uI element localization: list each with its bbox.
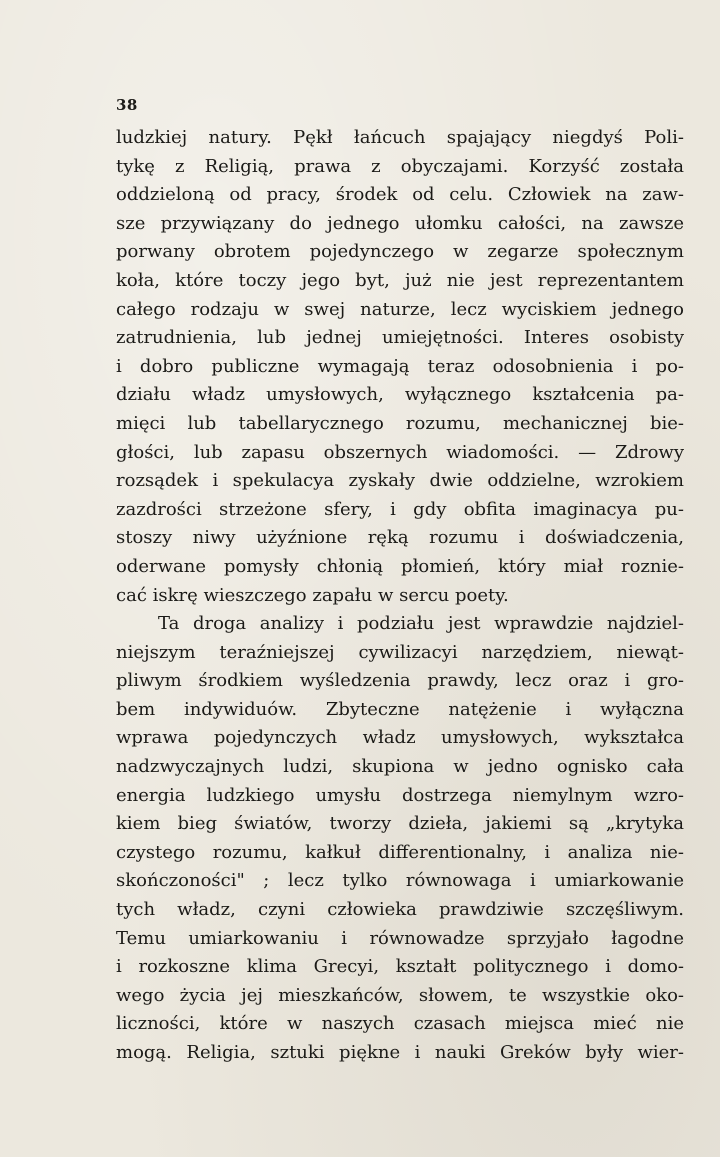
text-line: oddzieloną od pracy, środek od celu. Człowiek na zaw- bbox=[116, 184, 684, 206]
text-line: tykę z Religią, prawa z obyczajami. Korzyść została bbox=[116, 155, 684, 177]
text-line: rozsądek i spekulacya zyskały dwie oddzielne, wzrokiem bbox=[116, 470, 684, 492]
text-line: wego życia jej mieszkańców, słowem, te wszystkie oko- bbox=[116, 984, 684, 1006]
text-line: sze przywiązany do jednego ułomku całości, na zawsze bbox=[116, 212, 684, 234]
text-line: liczności, które w naszych czasach miejsca mieć nie bbox=[116, 1013, 684, 1035]
body-text bbox=[116, 124, 684, 1068]
text-line: niejszym teraźniejszej cywilizacyi narzędziem, niewąt- bbox=[116, 641, 684, 663]
text-line: wprawa pojedynczych władz umysłowych, wykształca bbox=[116, 727, 684, 749]
text-line: ludzkiej natury. Pękł łańcuch spajający niegdyś Poli- bbox=[116, 127, 684, 148]
text-line: zazdrości strzeżone sfery, i gdy obfita imaginacya pu- bbox=[116, 498, 684, 520]
text-line: mięci lub tabellarycznego rozumu, mechanicznej bie- bbox=[116, 412, 684, 434]
text-line: nadzwyczajnych ludzi, skupiona w jedno ognisko cała bbox=[116, 756, 684, 778]
paragraph-end-line: cać iskrę wieszczego zapału w sercu poety. bbox=[116, 584, 509, 606]
text-line: całego rodzaju w swej naturze, lecz wyciskiem jednego bbox=[116, 298, 684, 320]
text-line: oderwane pomysły chłonią płomień, który miał roznie- bbox=[116, 555, 684, 577]
text-line: głości, lub zapasu obszernych wiadomości. — Zdrowy bbox=[116, 441, 684, 463]
paragraph-start-line: Ta droga analizy i podziału jest wprawdzie najdziel- bbox=[158, 613, 684, 635]
text-line: energia ludzkiego umysłu dostrzega niemylnym wzro- bbox=[116, 784, 684, 806]
text-line: bem indywiduów. Zbyteczne natężenie i wyłączna bbox=[116, 698, 684, 720]
text-line: czystego rozumu, kałkuł differentionalny, i analiza nie- bbox=[116, 841, 684, 863]
text-line: i dobro publiczne wymagają teraz odosobnienia i po- bbox=[116, 355, 684, 377]
text-line: tych władz, czyni człowieka prawdziwie szczęśliwym. bbox=[116, 899, 684, 921]
text-line: koła, które toczy jego byt, już nie jest reprezentantem bbox=[116, 269, 684, 291]
text-line: porwany obrotem pojedynczego w zegarze społecznym bbox=[116, 241, 684, 263]
text-line: i rozkoszne klima Grecyi, kształt politycznego i domo- bbox=[116, 956, 684, 978]
text-line: działu władz umysłowych, wyłącznego kształcenia pa- bbox=[116, 384, 684, 406]
text-line: zatrudnienia, lub jednej umiejętności. Interes osobisty bbox=[116, 327, 684, 349]
text-line: skończoności" ; lecz tylko równowaga i umiarkowanie bbox=[116, 870, 684, 892]
page-number: 38 bbox=[116, 96, 138, 114]
text-line: mogą. Religia, sztuki piękne i nauki Greków były wier- bbox=[116, 1042, 684, 1063]
text-line: pliwym środkiem wyśledzenia prawdy, lecz oraz i gro- bbox=[116, 670, 684, 692]
text-line: kiem bieg światów, tworzy dzieła, jakiemi są „krytyka bbox=[116, 813, 684, 835]
text-line: stoszy niwy użyźnione ręką rozumu i doświadczenia, bbox=[116, 527, 684, 549]
text-line: Temu umiarkowaniu i równowadze sprzyjało łagodne bbox=[116, 927, 684, 949]
